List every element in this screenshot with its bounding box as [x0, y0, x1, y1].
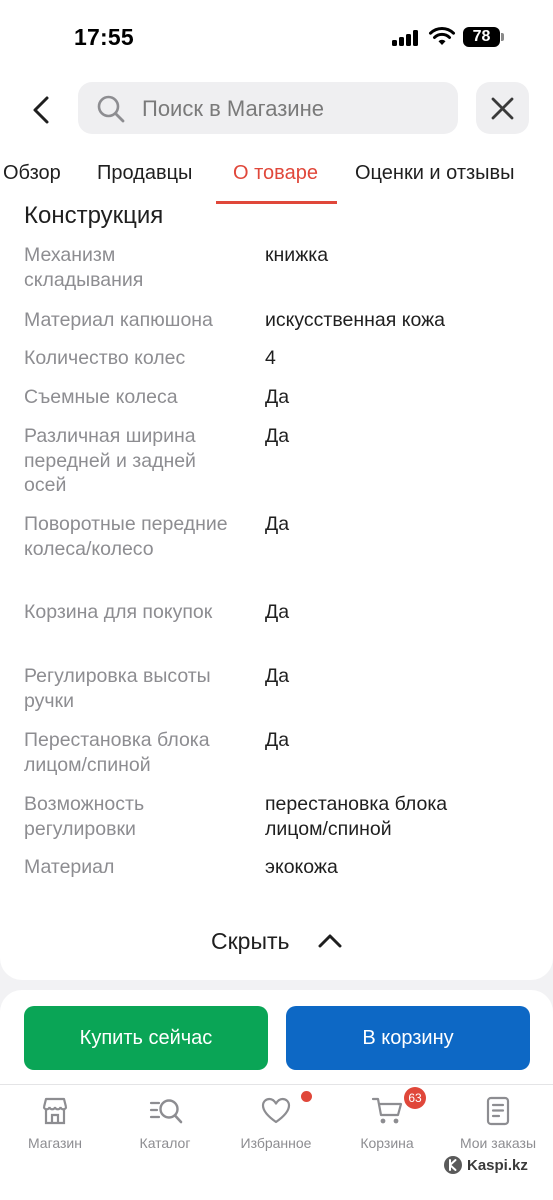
nav-item-cart[interactable] [332, 1085, 442, 1175]
spec-label: Корзина для покупок [24, 601, 213, 623]
back-button[interactable] [24, 92, 60, 128]
tab-about-product[interactable]: О товаре [233, 162, 318, 184]
buy-now-button[interactable]: Купить сейчас [24, 1006, 268, 1070]
chevron-up-icon [318, 933, 342, 949]
spec-value: 4 [265, 347, 276, 369]
search-icon [96, 94, 126, 124]
tab-reviews[interactable]: Оценки и отзывы [355, 162, 515, 184]
nav-label: Мои заказы [459, 1135, 537, 1151]
specs-panel [0, 202, 553, 980]
nav-item-favorites[interactable] [221, 1085, 331, 1175]
wifi-icon [428, 26, 456, 46]
battery-icon [463, 27, 505, 47]
spec-label: Материал капюшона [24, 309, 213, 331]
status-time: 17:55 [74, 24, 134, 50]
shop-icon [39, 1095, 71, 1127]
close-button[interactable] [476, 82, 529, 134]
cart-icon [371, 1095, 405, 1127]
spec-label: Перестановка блока лицом/спиной [24, 729, 210, 776]
tab-sellers[interactable]: Продавцы [97, 162, 193, 184]
bottom-nav [0, 1084, 553, 1200]
spec-value: книжка [265, 244, 329, 266]
catalog-search-icon [149, 1095, 185, 1127]
battery-level: 78 [463, 27, 500, 47]
tab-bar [0, 158, 553, 204]
hide-label: Скрыть [211, 928, 290, 954]
spec-value: Да [265, 425, 290, 447]
nav-item-catalog[interactable] [110, 1085, 220, 1175]
nav-item-shop[interactable] [0, 1085, 110, 1175]
spec-value: перестановка блока лицом/спиной [265, 793, 448, 840]
active-tab-indicator [216, 201, 337, 204]
spec-value: экокожа [265, 856, 338, 878]
section-title: Конструкция [24, 202, 164, 229]
orders-icon [482, 1095, 514, 1127]
spec-label: Количество колес [24, 347, 186, 369]
header [0, 76, 553, 206]
spec-value: Да [265, 665, 290, 687]
nav-label: Каталог [139, 1135, 191, 1151]
spec-value: Да [265, 601, 290, 623]
chevron-left-icon [24, 92, 60, 128]
cart-count-badge: 63 [404, 1087, 426, 1109]
spec-value: Да [265, 386, 290, 408]
spec-value: искусственная кожа [265, 309, 445, 331]
search-box[interactable] [78, 82, 458, 134]
status-bar [0, 0, 553, 76]
hide-button[interactable] [200, 924, 360, 964]
spec-value: Да [265, 729, 290, 751]
notification-dot [301, 1091, 312, 1102]
spec-label: Регулировка высоты ручки [24, 665, 211, 712]
close-icon [490, 96, 515, 121]
signal-icon [392, 30, 421, 46]
nav-label: Магазин [27, 1135, 82, 1151]
spec-label: Механизм складывания [24, 244, 144, 291]
spec-label: Возможность регулировки [24, 793, 145, 840]
add-to-cart-button[interactable]: В корзину [286, 1006, 530, 1070]
tab-overview[interactable]: Обзор [3, 162, 61, 184]
kaspi-logo-icon [443, 1155, 463, 1175]
spec-label: Поворотные передние колеса/колесо [24, 513, 228, 560]
spec-label: Съемные колеса [24, 386, 178, 408]
spec-label: Материал [24, 856, 115, 878]
spec-label: Различная ширина передней и задней осей [24, 425, 196, 496]
heart-icon [260, 1095, 292, 1127]
nav-label: Корзина [360, 1135, 414, 1151]
action-bar [0, 990, 553, 1084]
watermark-text: Kaspi.kz [467, 1157, 528, 1174]
spec-value: Да [265, 513, 290, 535]
nav-label: Избранное [240, 1135, 312, 1151]
search-input[interactable]: Поиск в Магазине [142, 96, 324, 121]
